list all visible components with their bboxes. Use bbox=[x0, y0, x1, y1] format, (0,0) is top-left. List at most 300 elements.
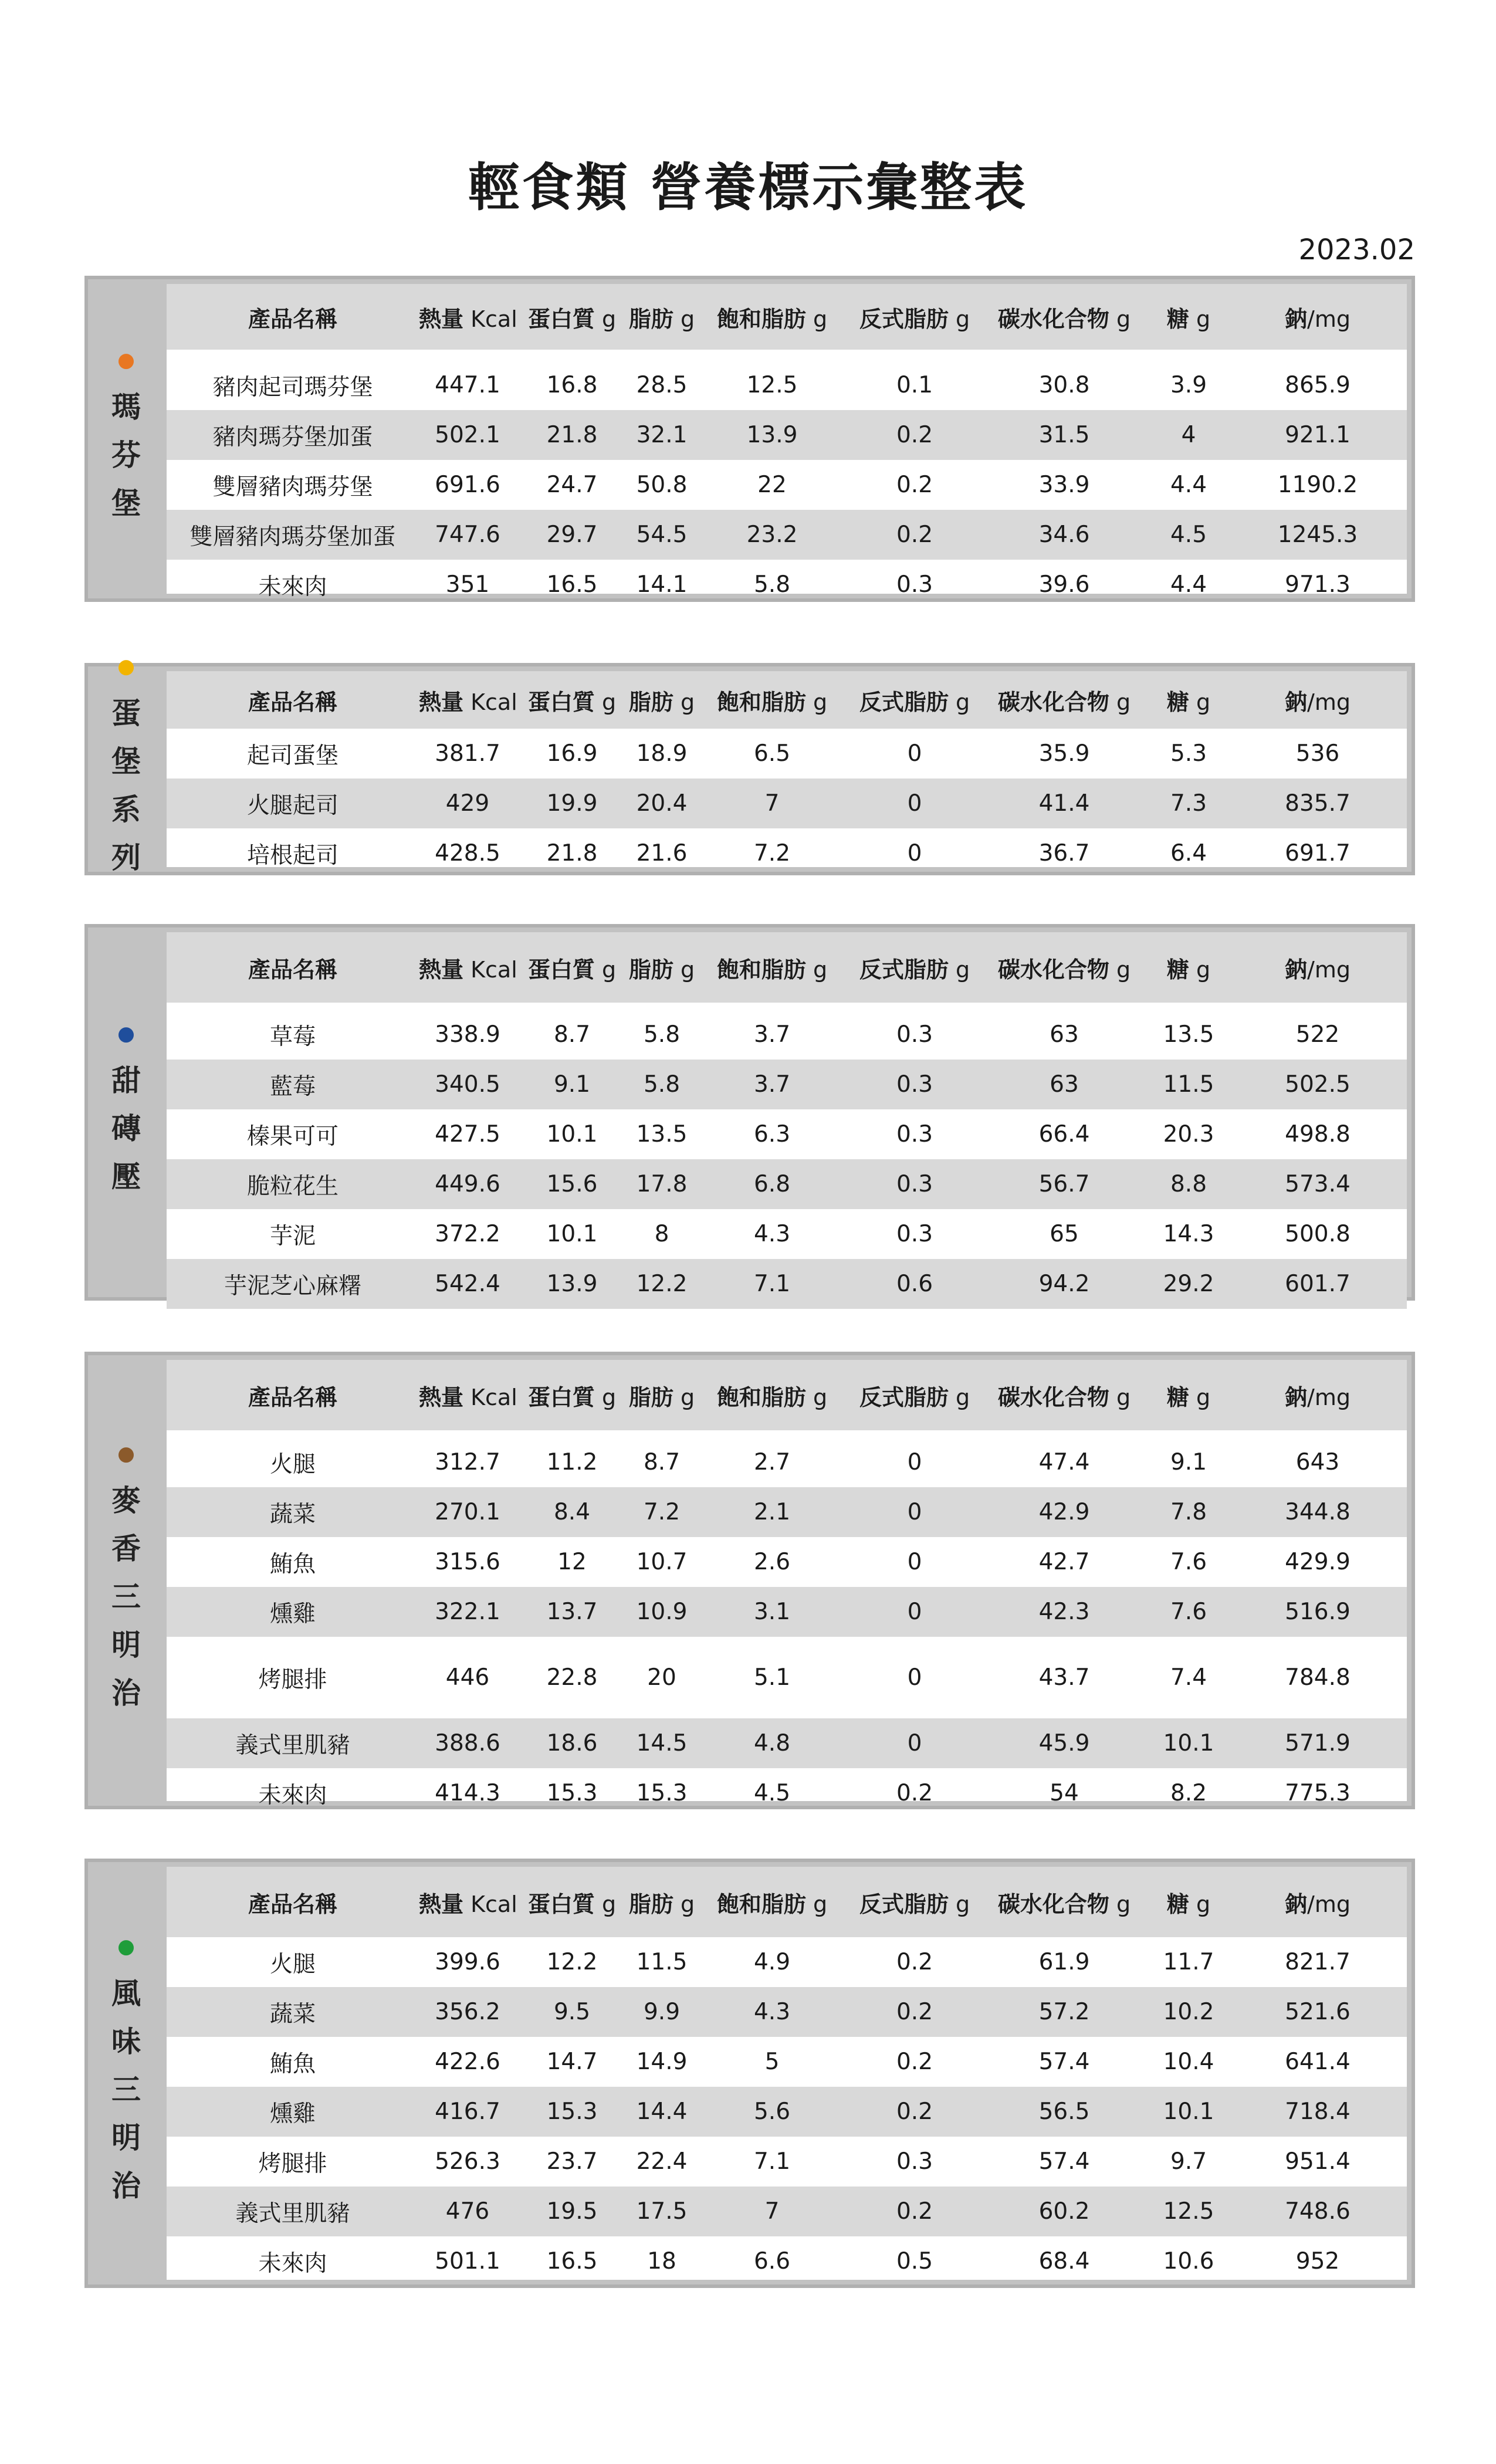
column-header-name: 反式脂肪 bbox=[859, 1384, 949, 1410]
product-name-cell: 藍莓 bbox=[269, 1073, 316, 1100]
section-2 bbox=[84, 924, 1415, 1301]
section-label-char: 麥 bbox=[111, 1484, 141, 1518]
value-cell: 11.7 bbox=[1163, 1949, 1214, 1975]
value-cell: 12 bbox=[557, 1549, 587, 1575]
column-header-unit: g bbox=[805, 306, 828, 332]
value-cell: 3.1 bbox=[753, 1599, 791, 1625]
column-header-name: 碳水化合物 bbox=[997, 1384, 1109, 1410]
value-cell: 5 bbox=[764, 2049, 780, 2075]
column-header-unit: g bbox=[1189, 1384, 1211, 1410]
value-cell: 9.9 bbox=[643, 1999, 681, 2025]
column-header-name: 飽和脂肪 bbox=[716, 1891, 806, 1917]
value-cell: 0.2 bbox=[896, 1780, 933, 1806]
column-header-unit: g bbox=[948, 1384, 970, 1410]
column-header bbox=[696, 1379, 848, 1412]
page-title: 輕食類 營養標示彙整表 bbox=[468, 157, 1028, 218]
product-name-cell: 雙層豬肉瑪芬堡 bbox=[212, 473, 373, 500]
value-cell: 691.6 bbox=[435, 472, 500, 498]
product-name-cell: 燻雞 bbox=[269, 2100, 316, 2127]
value-cell: 3.7 bbox=[753, 1021, 791, 1048]
category-dot-icon: ● bbox=[117, 348, 135, 372]
value-cell: 16.5 bbox=[546, 2248, 598, 2275]
column-header-unit: g bbox=[673, 306, 695, 332]
section-label-char: 壓 bbox=[111, 1160, 141, 1194]
product-name-cell: 未來肉 bbox=[258, 2250, 327, 2277]
value-cell: 6.3 bbox=[753, 1121, 791, 1148]
date-label: 2023.02 bbox=[1298, 233, 1415, 266]
value-cell: 0.3 bbox=[896, 2148, 933, 2175]
value-cell: 5.8 bbox=[643, 1021, 681, 1048]
section-label-char: 明 bbox=[111, 1628, 141, 1662]
column-header-name: 蛋白質 bbox=[527, 1891, 595, 1917]
column-header bbox=[696, 952, 848, 984]
value-cell: 338.9 bbox=[435, 1021, 500, 1048]
value-cell: 571.9 bbox=[1285, 1730, 1351, 1756]
value-cell: 14.5 bbox=[636, 1730, 688, 1756]
column-header bbox=[1230, 684, 1406, 716]
column-header bbox=[981, 1379, 1148, 1412]
column-header bbox=[516, 1886, 628, 1918]
table-row bbox=[167, 1109, 1407, 1159]
value-cell: 35.9 bbox=[1038, 740, 1090, 767]
value-cell: 14.3 bbox=[1163, 1221, 1214, 1247]
section-label-char: 甜 bbox=[111, 1064, 141, 1098]
product-name-cell: 脆粒花生 bbox=[246, 1173, 339, 1200]
value-cell: 14.1 bbox=[636, 571, 688, 598]
product-name-cell: 火腿起司 bbox=[246, 792, 339, 819]
value-cell: 0 bbox=[907, 740, 922, 767]
section-label-char: 蛋 bbox=[111, 696, 141, 730]
value-cell: 22.4 bbox=[636, 2148, 688, 2175]
value-cell: 4 bbox=[1181, 422, 1196, 448]
section-label-char: 列 bbox=[111, 841, 141, 875]
value-cell: 476 bbox=[445, 2198, 490, 2225]
column-header bbox=[1148, 684, 1230, 716]
value-cell: 16.5 bbox=[546, 571, 598, 598]
value-cell: 322.1 bbox=[435, 1599, 500, 1625]
value-cell: 9.7 bbox=[1170, 2148, 1207, 2175]
value-cell: 43.7 bbox=[1038, 1664, 1090, 1691]
column-header-name: 產品名稱 bbox=[248, 306, 337, 332]
value-cell: 573.4 bbox=[1285, 1171, 1351, 1197]
value-cell: 0.6 bbox=[896, 1271, 933, 1297]
value-cell: 17.8 bbox=[636, 1171, 688, 1197]
value-cell: 0 bbox=[907, 1730, 922, 1756]
value-cell: 14.9 bbox=[636, 2049, 688, 2075]
value-cell: 971.3 bbox=[1285, 571, 1351, 598]
value-cell: 7.2 bbox=[753, 840, 791, 867]
value-cell: 20 bbox=[647, 1664, 676, 1691]
column-header-unit: g bbox=[805, 689, 828, 715]
table-header-row bbox=[167, 1867, 1407, 1937]
value-cell: 500.8 bbox=[1285, 1221, 1351, 1247]
value-cell: 45.9 bbox=[1038, 1730, 1090, 1756]
column-header-unit: g bbox=[948, 956, 970, 983]
product-name-cell: 烤腿排 bbox=[258, 2150, 327, 2177]
value-cell: 748.6 bbox=[1285, 2198, 1351, 2225]
value-cell: 835.7 bbox=[1285, 790, 1351, 817]
column-header-name: 產品名稱 bbox=[248, 689, 337, 715]
value-cell: 521.6 bbox=[1285, 1999, 1351, 2025]
value-cell: 11.5 bbox=[636, 1949, 688, 1975]
value-cell: 951.4 bbox=[1285, 2148, 1351, 2175]
column-header-name: 糖 bbox=[1166, 1384, 1189, 1410]
value-cell: 865.9 bbox=[1285, 372, 1351, 398]
column-header-name: 飽和脂肪 bbox=[716, 689, 806, 715]
column-header bbox=[628, 684, 696, 716]
value-cell: 10.2 bbox=[1163, 1999, 1214, 2025]
category-dot-icon: ● bbox=[117, 1935, 135, 1958]
value-cell: 3.7 bbox=[753, 1071, 791, 1098]
value-cell: 29.7 bbox=[546, 522, 598, 548]
table-row bbox=[167, 1010, 1407, 1060]
column-header-name: 蛋白質 bbox=[527, 956, 595, 983]
column-header-unit: g bbox=[594, 1891, 617, 1917]
value-cell: 0.2 bbox=[896, 2099, 933, 2125]
value-cell: 23.2 bbox=[746, 522, 798, 548]
table-row bbox=[167, 1718, 1407, 1768]
column-header-unit: /mg bbox=[1307, 1891, 1351, 1917]
product-name-cell: 義式里肌豬 bbox=[235, 1732, 350, 1759]
value-cell: 21.8 bbox=[546, 840, 598, 867]
value-cell: 1190.2 bbox=[1277, 472, 1358, 498]
column-header-name: 飽和脂肪 bbox=[716, 306, 806, 332]
section-side-label bbox=[88, 928, 164, 1297]
value-cell: 56.5 bbox=[1038, 2099, 1090, 2125]
column-header bbox=[419, 301, 516, 333]
column-header-unit: /mg bbox=[1307, 689, 1351, 715]
value-cell: 47.4 bbox=[1038, 1449, 1090, 1475]
value-cell: 54 bbox=[1050, 1780, 1079, 1806]
column-header-name: 脂肪 bbox=[628, 1891, 673, 1917]
value-cell: 344.8 bbox=[1285, 1499, 1351, 1525]
value-cell: 9.1 bbox=[553, 1071, 591, 1098]
table-row bbox=[167, 1209, 1407, 1259]
column-header bbox=[1148, 301, 1230, 333]
table-row bbox=[167, 1587, 1407, 1637]
section-label-char: 三 bbox=[111, 1580, 141, 1614]
value-cell: 10.4 bbox=[1163, 2049, 1214, 2075]
value-cell: 4.4 bbox=[1170, 571, 1207, 598]
value-cell: 0 bbox=[907, 1549, 922, 1575]
product-name-cell: 烤腿排 bbox=[258, 1666, 327, 1693]
value-cell: 0.2 bbox=[896, 472, 933, 498]
value-cell: 34.6 bbox=[1038, 522, 1090, 548]
value-cell: 0.2 bbox=[896, 1949, 933, 1975]
column-header bbox=[848, 1379, 981, 1412]
value-cell: 15.3 bbox=[636, 1780, 688, 1806]
column-header-name: 脂肪 bbox=[628, 689, 673, 715]
column-header-name: 碳水化合物 bbox=[997, 689, 1109, 715]
value-cell: 22.8 bbox=[546, 1664, 598, 1691]
value-cell: 356.2 bbox=[435, 1999, 500, 2025]
value-cell: 0 bbox=[907, 1599, 922, 1625]
value-cell: 14.4 bbox=[636, 2099, 688, 2125]
value-cell: 16.9 bbox=[546, 740, 598, 767]
value-cell: 315.6 bbox=[435, 1549, 500, 1575]
column-header-unit: g bbox=[673, 1384, 695, 1410]
value-cell: 12.2 bbox=[546, 1949, 598, 1975]
value-cell: 18.9 bbox=[636, 740, 688, 767]
column-header-name: 熱量 bbox=[419, 956, 464, 983]
value-cell: 0.2 bbox=[896, 2198, 933, 2225]
value-cell: 601.7 bbox=[1285, 1271, 1351, 1297]
value-cell: 2.1 bbox=[753, 1499, 791, 1525]
value-cell: 63 bbox=[1050, 1021, 1079, 1048]
section-side-label bbox=[88, 279, 164, 598]
column-header-name: 糖 bbox=[1166, 956, 1189, 983]
column-header-name: 反式脂肪 bbox=[859, 1891, 949, 1917]
product-name-cell: 鮪魚 bbox=[269, 1551, 316, 1578]
value-cell: 8.4 bbox=[553, 1499, 591, 1525]
value-cell: 13.9 bbox=[746, 422, 798, 448]
value-cell: 536 bbox=[1295, 740, 1340, 767]
value-cell: 718.4 bbox=[1285, 2099, 1351, 2125]
table-row bbox=[167, 1159, 1407, 1209]
value-cell: 9.5 bbox=[553, 1999, 591, 2025]
section-side-label bbox=[88, 1355, 164, 1806]
value-cell: 0 bbox=[907, 1499, 922, 1525]
value-cell: 7.3 bbox=[1170, 790, 1207, 817]
column-header-name: 產品名稱 bbox=[248, 956, 337, 983]
product-name-cell: 豬肉起司瑪芬堡 bbox=[212, 374, 373, 401]
value-cell: 42.3 bbox=[1038, 1599, 1090, 1625]
value-cell: 13.7 bbox=[546, 1599, 598, 1625]
value-cell: 8 bbox=[654, 1221, 669, 1247]
column-header-unit: Kcal bbox=[463, 1891, 517, 1917]
value-cell: 0.3 bbox=[896, 1171, 933, 1197]
product-name-cell: 培根起司 bbox=[246, 842, 339, 869]
value-cell: 10.1 bbox=[1163, 1730, 1214, 1756]
product-name-cell: 蔬菜 bbox=[269, 2001, 316, 2028]
column-header-name: 糖 bbox=[1166, 689, 1189, 715]
column-header-unit: g bbox=[805, 956, 828, 983]
value-cell: 784.8 bbox=[1285, 1664, 1351, 1691]
value-cell: 5.6 bbox=[753, 2099, 791, 2125]
table-row bbox=[167, 560, 1407, 610]
value-cell: 7.4 bbox=[1170, 1664, 1207, 1691]
column-header-unit: g bbox=[948, 306, 970, 332]
value-cell: 13.9 bbox=[546, 1271, 598, 1297]
column-header bbox=[167, 952, 419, 984]
column-header bbox=[516, 684, 628, 716]
value-cell: 921.1 bbox=[1285, 422, 1351, 448]
value-cell: 17.5 bbox=[636, 2198, 688, 2225]
value-cell: 14.7 bbox=[546, 2049, 598, 2075]
value-cell: 372.2 bbox=[435, 1221, 500, 1247]
value-cell: 449.6 bbox=[435, 1171, 500, 1197]
table-row bbox=[167, 1937, 1407, 1987]
column-header-unit: Kcal bbox=[463, 956, 517, 983]
column-header-name: 熱量 bbox=[419, 689, 464, 715]
table-row bbox=[167, 729, 1407, 779]
product-name-cell: 燻雞 bbox=[269, 1600, 316, 1627]
column-header bbox=[696, 1886, 848, 1918]
section-side-label bbox=[88, 1862, 164, 2284]
column-header bbox=[419, 1379, 516, 1412]
value-cell: 381.7 bbox=[435, 740, 500, 767]
value-cell: 10.1 bbox=[1163, 2099, 1214, 2125]
column-header-unit: g bbox=[1189, 956, 1211, 983]
table-header-row bbox=[167, 284, 1407, 350]
column-header bbox=[419, 684, 516, 716]
value-cell: 340.5 bbox=[435, 1071, 500, 1098]
value-cell: 56.7 bbox=[1038, 1171, 1090, 1197]
value-cell: 0.2 bbox=[896, 522, 933, 548]
value-cell: 427.5 bbox=[435, 1121, 500, 1148]
value-cell: 270.1 bbox=[435, 1499, 500, 1525]
value-cell: 24.7 bbox=[546, 472, 598, 498]
table-row bbox=[167, 1060, 1407, 1109]
value-cell: 351 bbox=[445, 571, 490, 598]
column-header-name: 反式脂肪 bbox=[859, 306, 949, 332]
value-cell: 18 bbox=[647, 2248, 676, 2275]
section-label-char: 治 bbox=[111, 2169, 141, 2203]
value-cell: 312.7 bbox=[435, 1449, 500, 1475]
column-header-name: 鈉 bbox=[1285, 689, 1308, 715]
value-cell: 42.9 bbox=[1038, 1499, 1090, 1525]
column-header bbox=[1230, 1886, 1406, 1918]
nutrition-table bbox=[167, 284, 1407, 600]
value-cell: 388.6 bbox=[435, 1730, 500, 1756]
value-cell: 66.4 bbox=[1038, 1121, 1090, 1148]
column-header bbox=[419, 1886, 516, 1918]
value-cell: 10.9 bbox=[636, 1599, 688, 1625]
value-cell: 57.2 bbox=[1038, 1999, 1090, 2025]
value-cell: 19.5 bbox=[546, 2198, 598, 2225]
value-cell: 0.3 bbox=[896, 1221, 933, 1247]
column-header-name: 鈉 bbox=[1285, 1384, 1308, 1410]
value-cell: 0.2 bbox=[896, 422, 933, 448]
value-cell: 39.6 bbox=[1038, 571, 1090, 598]
section-label-char: 堡 bbox=[111, 744, 141, 779]
column-header bbox=[1230, 1379, 1406, 1412]
value-cell: 68.4 bbox=[1038, 2248, 1090, 2275]
column-header-unit: /mg bbox=[1307, 306, 1351, 332]
value-cell: 29.2 bbox=[1163, 1271, 1214, 1297]
value-cell: 61.9 bbox=[1038, 1949, 1090, 1975]
section-3 bbox=[84, 1352, 1415, 1809]
value-cell: 428.5 bbox=[435, 840, 500, 867]
value-cell: 11.5 bbox=[1163, 1071, 1214, 1098]
value-cell: 31.5 bbox=[1038, 422, 1090, 448]
column-header bbox=[981, 301, 1148, 333]
table-row bbox=[167, 1987, 1407, 2037]
section-label-char: 治 bbox=[111, 1676, 141, 1710]
value-cell: 15.3 bbox=[546, 1780, 598, 1806]
section-side-label bbox=[88, 655, 164, 875]
table-row bbox=[167, 510, 1407, 560]
column-header bbox=[848, 1886, 981, 1918]
column-header-name: 脂肪 bbox=[628, 956, 673, 983]
value-cell: 691.7 bbox=[1285, 840, 1351, 867]
column-header bbox=[167, 301, 419, 333]
section-label-char: 瑪 bbox=[111, 390, 141, 424]
value-cell: 0.3 bbox=[896, 1071, 933, 1098]
column-header-unit: g bbox=[1189, 689, 1211, 715]
nutrition-table bbox=[167, 671, 1407, 867]
value-cell: 0.2 bbox=[896, 2049, 933, 2075]
table-row bbox=[167, 2137, 1407, 2187]
value-cell: 57.4 bbox=[1038, 2049, 1090, 2075]
column-header bbox=[516, 952, 628, 984]
column-header bbox=[419, 952, 516, 984]
column-header bbox=[696, 684, 848, 716]
section-4 bbox=[84, 1859, 1415, 2288]
table-row bbox=[167, 2037, 1407, 2087]
column-header bbox=[848, 301, 981, 333]
table-row bbox=[167, 1487, 1407, 1537]
column-header-name: 鈉 bbox=[1285, 306, 1308, 332]
value-cell: 20.3 bbox=[1163, 1121, 1214, 1148]
value-cell: 8.7 bbox=[643, 1449, 681, 1475]
product-name-cell: 榛果可可 bbox=[246, 1123, 339, 1150]
value-cell: 516.9 bbox=[1285, 1599, 1351, 1625]
column-header bbox=[167, 684, 419, 716]
column-header-unit: g bbox=[673, 1891, 695, 1917]
table-row bbox=[167, 2236, 1407, 2286]
value-cell: 12.2 bbox=[636, 1271, 688, 1297]
column-header-name: 飽和脂肪 bbox=[716, 956, 806, 983]
value-cell: 4.5 bbox=[1170, 522, 1207, 548]
column-header-name: 熱量 bbox=[419, 1384, 464, 1410]
value-cell: 0.1 bbox=[896, 372, 933, 398]
value-cell: 30.8 bbox=[1038, 372, 1090, 398]
value-cell: 6.6 bbox=[753, 2248, 791, 2275]
column-header-name: 碳水化合物 bbox=[997, 956, 1109, 983]
column-header bbox=[1148, 952, 1230, 984]
column-header-unit: g bbox=[1109, 1384, 1131, 1410]
category-dot-icon: ● bbox=[117, 1022, 135, 1045]
value-cell: 6.4 bbox=[1170, 840, 1207, 867]
value-cell: 502.1 bbox=[435, 422, 500, 448]
value-cell: 11.2 bbox=[546, 1449, 598, 1475]
value-cell: 0 bbox=[907, 790, 922, 817]
table-row bbox=[167, 828, 1407, 878]
section-label-char: 磚 bbox=[111, 1112, 141, 1146]
table-row bbox=[167, 1768, 1407, 1818]
column-header bbox=[848, 684, 981, 716]
value-cell: 4.4 bbox=[1170, 472, 1207, 498]
value-cell: 22 bbox=[757, 472, 787, 498]
value-cell: 10.1 bbox=[546, 1221, 598, 1247]
category-dot-icon: ● bbox=[117, 1442, 135, 1465]
value-cell: 821.7 bbox=[1285, 1949, 1351, 1975]
column-header-unit: /mg bbox=[1307, 1384, 1351, 1410]
column-header-unit: g bbox=[673, 956, 695, 983]
table-row bbox=[167, 360, 1407, 410]
value-cell: 54.5 bbox=[636, 522, 688, 548]
column-header-unit: Kcal bbox=[463, 306, 517, 332]
value-cell: 9.1 bbox=[1170, 1449, 1207, 1475]
column-header bbox=[981, 684, 1148, 716]
value-cell: 63 bbox=[1050, 1071, 1079, 1098]
product-name-cell: 未來肉 bbox=[258, 573, 327, 600]
value-cell: 4.3 bbox=[753, 1221, 791, 1247]
section-label-char: 系 bbox=[111, 793, 141, 827]
value-cell: 5.1 bbox=[753, 1664, 791, 1691]
value-cell: 12.5 bbox=[746, 372, 798, 398]
value-cell: 36.7 bbox=[1038, 840, 1090, 867]
column-header-unit: g bbox=[594, 1384, 617, 1410]
table-row bbox=[167, 2087, 1407, 2137]
column-header bbox=[1230, 301, 1406, 333]
table-row bbox=[167, 779, 1407, 828]
value-cell: 0.3 bbox=[896, 1021, 933, 1048]
product-name-cell: 豬肉瑪芬堡加蛋 bbox=[212, 424, 373, 451]
column-header-unit: g bbox=[1189, 1891, 1211, 1917]
value-cell: 94.2 bbox=[1038, 1271, 1090, 1297]
